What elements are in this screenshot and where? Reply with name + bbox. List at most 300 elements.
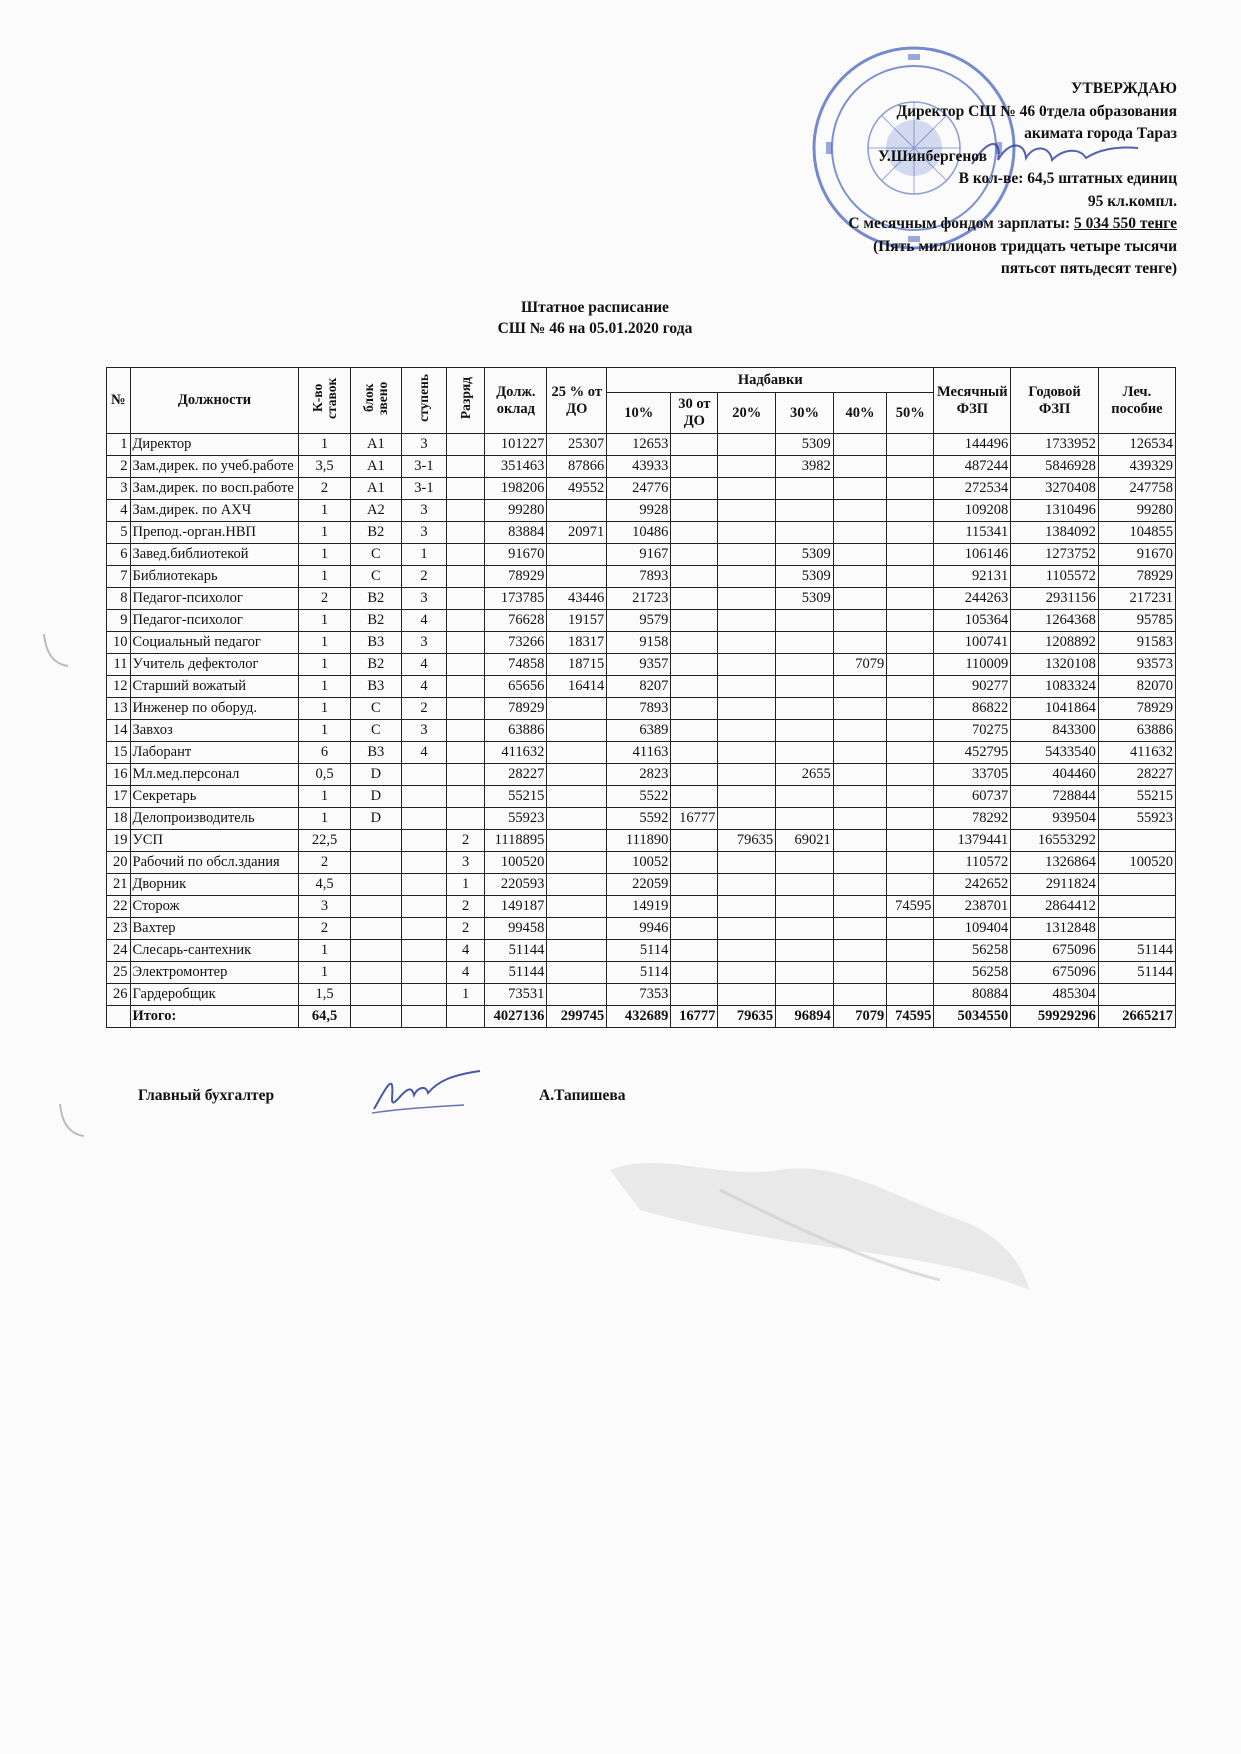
cell-a50 <box>887 852 934 874</box>
cell-step <box>402 852 447 874</box>
cell-block <box>350 984 401 1006</box>
cell-a30 <box>776 478 834 500</box>
cell-step <box>402 808 447 830</box>
cell-salary: 51144 <box>485 940 547 962</box>
cell-a20 <box>718 874 776 896</box>
cell-a30 <box>776 522 834 544</box>
cell-monthly: 80884 <box>934 984 1011 1006</box>
approval-heading: УТВЕРЖДАЮ <box>1071 80 1177 97</box>
cell-num: 15 <box>107 742 131 764</box>
cell-annual: 5433540 <box>1011 742 1099 764</box>
cell-a40 <box>833 456 886 478</box>
cell-step: 3 <box>402 500 447 522</box>
cell-a40 <box>833 786 886 808</box>
cell-grade <box>446 632 484 654</box>
cell-monthly: 105364 <box>934 610 1011 632</box>
table-row <box>107 808 1176 830</box>
cell-a30 <box>776 742 834 764</box>
cell-rates: 2 <box>299 588 350 610</box>
cell-a30 <box>776 610 834 632</box>
cell-rates: 1 <box>299 500 350 522</box>
cell-a40 <box>833 676 886 698</box>
cell-medical: 78929 <box>1098 566 1175 588</box>
cell-a10: 21723 <box>607 588 671 610</box>
cell-medical: 63886 <box>1098 720 1175 742</box>
cell-salary: 4027136 <box>485 1006 547 1028</box>
cell-annual: 1208892 <box>1011 632 1099 654</box>
cell-a30do <box>671 434 718 456</box>
cell-a50 <box>887 500 934 522</box>
table-row <box>107 588 1176 610</box>
cell-monthly: 115341 <box>934 522 1011 544</box>
cell-step: 3 <box>402 720 447 742</box>
cell-salary: 99280 <box>485 500 547 522</box>
table-row <box>107 918 1176 940</box>
cell-step: 4 <box>402 610 447 632</box>
header-salary: Долж. оклад <box>485 368 547 434</box>
cell-a50 <box>887 654 934 676</box>
cell-num: 25 <box>107 962 131 984</box>
cell-rates: 0,5 <box>299 764 350 786</box>
cell-rates: 1 <box>299 522 350 544</box>
cell-step: 4 <box>402 742 447 764</box>
cell-a30: 96894 <box>776 1006 834 1028</box>
cell-medical: 51144 <box>1098 962 1175 984</box>
header-pct25: 25 % от ДО <box>547 368 607 434</box>
cell-medical: 104855 <box>1098 522 1175 544</box>
cell-a40 <box>833 588 886 610</box>
cell-a40 <box>833 632 886 654</box>
cell-annual: 1041864 <box>1011 698 1099 720</box>
cell-medical: 247758 <box>1098 478 1175 500</box>
header-annual: Годовой ФЗП <box>1011 368 1099 434</box>
cell-a40: 7079 <box>833 654 886 676</box>
cell-a20 <box>718 588 776 610</box>
cell-position: Лаборант <box>130 742 299 764</box>
cell-annual: 1310496 <box>1011 500 1099 522</box>
cell-medical: 439329 <box>1098 456 1175 478</box>
cell-rates: 6 <box>299 742 350 764</box>
cell-rates: 1 <box>299 698 350 720</box>
cell-pct25: 43446 <box>547 588 607 610</box>
cell-rates: 1 <box>299 786 350 808</box>
cell-pct25 <box>547 962 607 984</box>
table-row <box>107 478 1176 500</box>
cell-block <box>350 830 401 852</box>
cell-pct25 <box>547 896 607 918</box>
cell-medical: 78929 <box>1098 698 1175 720</box>
approval-director: Директор СШ № 46 0тдела образования <box>896 102 1177 120</box>
cell-a50 <box>887 566 934 588</box>
cell-a30do <box>671 940 718 962</box>
cell-a30do <box>671 676 718 698</box>
cell-medical <box>1098 984 1175 1006</box>
header-grade <box>446 368 484 434</box>
cell-a30do <box>671 742 718 764</box>
cell-monthly: 60737 <box>934 786 1011 808</box>
cell-monthly: 109208 <box>934 500 1011 522</box>
cell-step <box>402 764 447 786</box>
cell-a30do <box>671 478 718 500</box>
cell-a20: 79635 <box>718 1006 776 1028</box>
cell-rates: 3,5 <box>299 456 350 478</box>
cell-annual: 2931156 <box>1011 588 1099 610</box>
header-step-text: ступень <box>415 374 431 422</box>
cell-a40 <box>833 434 886 456</box>
header-num: № <box>107 368 131 434</box>
cell-a20 <box>718 940 776 962</box>
cell-a10: 43933 <box>607 456 671 478</box>
header-grade-text: Разряд <box>457 376 473 420</box>
table-total-row <box>107 1006 1176 1028</box>
cell-grade: 4 <box>446 940 484 962</box>
cell-position: УСП <box>130 830 299 852</box>
cell-salary: 76628 <box>485 610 547 632</box>
cell-a50 <box>887 698 934 720</box>
cell-num: 24 <box>107 940 131 962</box>
cell-a30do <box>671 544 718 566</box>
cell-salary: 78929 <box>485 566 547 588</box>
cell-grade <box>446 742 484 764</box>
cell-a50 <box>887 742 934 764</box>
cell-block <box>350 940 401 962</box>
cell-a30 <box>776 786 834 808</box>
cell-grade <box>446 522 484 544</box>
cell-rates: 4,5 <box>299 874 350 896</box>
cell-step: 2 <box>402 698 447 720</box>
cell-a10: 9579 <box>607 610 671 632</box>
cell-grade <box>446 566 484 588</box>
cell-a30do <box>671 566 718 588</box>
cell-salary: 55923 <box>485 808 547 830</box>
table-row <box>107 566 1176 588</box>
cell-position: Сторож <box>130 896 299 918</box>
table-row <box>107 456 1176 478</box>
cell-step <box>402 874 447 896</box>
cell-medical: 82070 <box>1098 676 1175 698</box>
cell-a10: 9167 <box>607 544 671 566</box>
cell-medical: 51144 <box>1098 940 1175 962</box>
cell-a30 <box>776 896 834 918</box>
header-rates-text: К-во ставок <box>309 377 339 419</box>
cell-rates: 2 <box>299 852 350 874</box>
header-monthly: Месячный ФЗП <box>934 368 1011 434</box>
cell-monthly: 242652 <box>934 874 1011 896</box>
cell-block: С <box>350 720 401 742</box>
cell-rates: 1 <box>299 434 350 456</box>
cell-grade: 2 <box>446 830 484 852</box>
cell-num: 11 <box>107 654 131 676</box>
cell-a20 <box>718 808 776 830</box>
cell-num: 5 <box>107 522 131 544</box>
cell-a30: 5309 <box>776 566 834 588</box>
cell-a10: 432689 <box>607 1006 671 1028</box>
scan-smudge <box>600 1110 1040 1300</box>
cell-a10: 2823 <box>607 764 671 786</box>
cell-a30do <box>671 918 718 940</box>
table-row <box>107 522 1176 544</box>
title-line-1: Штатное расписание <box>521 299 669 316</box>
cell-a10: 5592 <box>607 808 671 830</box>
cell-a30do <box>671 456 718 478</box>
cell-monthly: 272534 <box>934 478 1011 500</box>
cell-salary: 63886 <box>485 720 547 742</box>
cell-pct25 <box>547 830 607 852</box>
cell-a20 <box>718 720 776 742</box>
approval-block <box>657 78 1177 281</box>
cell-medical <box>1098 830 1175 852</box>
cell-a10: 7893 <box>607 566 671 588</box>
cell-salary: 73266 <box>485 632 547 654</box>
cell-a30do <box>671 522 718 544</box>
cell-num: 10 <box>107 632 131 654</box>
document-title <box>0 297 1190 339</box>
cell-step <box>402 918 447 940</box>
cell-position: Учитель дефектолог <box>130 654 299 676</box>
cell-block <box>350 1006 401 1028</box>
staffing-table <box>106 367 1176 1028</box>
cell-a30do <box>671 896 718 918</box>
cell-pct25: 87866 <box>547 456 607 478</box>
cell-a50 <box>887 962 934 984</box>
cell-a30do <box>671 764 718 786</box>
table-row <box>107 896 1176 918</box>
cell-a20 <box>718 544 776 566</box>
cell-a30: 5309 <box>776 434 834 456</box>
cell-a10: 24776 <box>607 478 671 500</box>
fund-prefix: С месячным фондом зарплаты: <box>848 215 1074 232</box>
cell-a50 <box>887 984 934 1006</box>
cell-annual: 1083324 <box>1011 676 1099 698</box>
cell-a50 <box>887 544 934 566</box>
table-row <box>107 962 1176 984</box>
cell-a20 <box>718 852 776 874</box>
cell-a30 <box>776 874 834 896</box>
cell-salary: 351463 <box>485 456 547 478</box>
cell-medical: 55923 <box>1098 808 1175 830</box>
table-row <box>107 830 1176 852</box>
cell-position: Препод.-орган.НВП <box>130 522 299 544</box>
cell-pct25: 299745 <box>547 1006 607 1028</box>
cell-a10: 9357 <box>607 654 671 676</box>
cell-position: Библиотекарь <box>130 566 299 588</box>
cell-position: Вахтер <box>130 918 299 940</box>
cell-salary: 149187 <box>485 896 547 918</box>
cell-position: Гардеробщик <box>130 984 299 1006</box>
approval-classes: 95 кл.компл. <box>1087 192 1177 210</box>
cell-a30 <box>776 808 834 830</box>
cell-a20 <box>718 522 776 544</box>
cell-monthly: 56258 <box>934 940 1011 962</box>
cell-annual: 1320108 <box>1011 654 1099 676</box>
cell-a40 <box>833 874 886 896</box>
cell-monthly: 1379441 <box>934 830 1011 852</box>
cell-annual: 1384092 <box>1011 522 1099 544</box>
header-a20: 20% <box>718 393 776 434</box>
cell-salary: 411632 <box>485 742 547 764</box>
cell-a40 <box>833 940 886 962</box>
cell-a20 <box>718 478 776 500</box>
cell-step: 3 <box>402 522 447 544</box>
header-a10: 10% <box>607 393 671 434</box>
cell-salary: 99458 <box>485 918 547 940</box>
cell-grade <box>446 720 484 742</box>
cell-a20 <box>718 632 776 654</box>
cell-rates: 3 <box>299 896 350 918</box>
table-row <box>107 698 1176 720</box>
cell-salary: 91670 <box>485 544 547 566</box>
approval-fund <box>657 213 1177 236</box>
cell-a30do <box>671 654 718 676</box>
cell-pct25: 18317 <box>547 632 607 654</box>
cell-a10: 7893 <box>607 698 671 720</box>
cell-position: Дворник <box>130 874 299 896</box>
cell-a50 <box>887 478 934 500</box>
cell-pct25: 49552 <box>547 478 607 500</box>
cell-annual: 59929296 <box>1011 1006 1099 1028</box>
cell-rates: 1 <box>299 654 350 676</box>
cell-a10: 9158 <box>607 632 671 654</box>
cell-a10: 9928 <box>607 500 671 522</box>
cell-a30: 2655 <box>776 764 834 786</box>
cell-position: Рабочий по обсл.здания <box>130 852 299 874</box>
cell-monthly: 33705 <box>934 764 1011 786</box>
approval-fund-words-1: (Пять миллионов тридцать четыре тысячи <box>873 237 1177 255</box>
cell-a30do <box>671 610 718 632</box>
cell-a20 <box>718 500 776 522</box>
cell-a20 <box>718 610 776 632</box>
approval-akimat: акимата города Тараз <box>1024 125 1177 142</box>
cell-salary: 51144 <box>485 962 547 984</box>
cell-a10: 5114 <box>607 962 671 984</box>
cell-salary: 173785 <box>485 588 547 610</box>
table-row <box>107 852 1176 874</box>
cell-pct25 <box>547 984 607 1006</box>
cell-a10: 10052 <box>607 852 671 874</box>
cell-block <box>350 962 401 984</box>
cell-a50 <box>887 434 934 456</box>
cell-pct25 <box>547 786 607 808</box>
cell-a50 <box>887 456 934 478</box>
cell-grade <box>446 500 484 522</box>
cell-a20: 79635 <box>718 830 776 852</box>
cell-grade <box>446 698 484 720</box>
cell-a30do <box>671 500 718 522</box>
cell-rates: 1 <box>299 610 350 632</box>
cell-a30 <box>776 984 834 1006</box>
cell-num: 6 <box>107 544 131 566</box>
cell-medical: 411632 <box>1098 742 1175 764</box>
cell-a20 <box>718 742 776 764</box>
cell-medical <box>1098 896 1175 918</box>
cell-rates: 1 <box>299 808 350 830</box>
table-row <box>107 500 1176 522</box>
cell-block <box>350 896 401 918</box>
cell-position: Завхоз <box>130 720 299 742</box>
header-a30: 30% <box>776 393 834 434</box>
cell-pct25 <box>547 808 607 830</box>
cell-annual: 2911824 <box>1011 874 1099 896</box>
header-a30do: 30 от ДО <box>671 393 718 434</box>
cell-annual: 16553292 <box>1011 830 1099 852</box>
header-medical: Леч. пособие <box>1098 368 1175 434</box>
cell-grade: 3 <box>446 852 484 874</box>
table-row <box>107 676 1176 698</box>
cell-pct25: 19157 <box>547 610 607 632</box>
cell-annual: 404460 <box>1011 764 1099 786</box>
cell-a40 <box>833 984 886 1006</box>
cell-annual: 485304 <box>1011 984 1099 1006</box>
cell-pct25 <box>547 940 607 962</box>
cell-rates: 64,5 <box>299 1006 350 1028</box>
cell-grade <box>446 654 484 676</box>
staff-count-prefix: В кол-ве: <box>958 170 1024 187</box>
cell-a30 <box>776 500 834 522</box>
cell-rates: 1 <box>299 720 350 742</box>
cell-medical: 217231 <box>1098 588 1175 610</box>
cell-pct25 <box>547 874 607 896</box>
cell-annual: 675096 <box>1011 940 1099 962</box>
cell-a10: 41163 <box>607 742 671 764</box>
cell-block: А1 <box>350 478 401 500</box>
header-block <box>350 368 401 434</box>
cell-a10: 14919 <box>607 896 671 918</box>
cell-salary: 83884 <box>485 522 547 544</box>
cell-grade <box>446 588 484 610</box>
cell-block: С <box>350 544 401 566</box>
cell-a50 <box>887 940 934 962</box>
cell-annual: 1733952 <box>1011 434 1099 456</box>
cell-annual: 1105572 <box>1011 566 1099 588</box>
cell-grade: 4 <box>446 962 484 984</box>
cell-annual: 1264368 <box>1011 610 1099 632</box>
cell-a30 <box>776 940 834 962</box>
cell-a50 <box>887 786 934 808</box>
cell-rates: 1 <box>299 632 350 654</box>
cell-medical: 95785 <box>1098 610 1175 632</box>
chief-accountant-signature <box>368 1065 488 1117</box>
cell-a30: 69021 <box>776 830 834 852</box>
cell-block: В3 <box>350 742 401 764</box>
cell-salary: 1118895 <box>485 830 547 852</box>
cell-a30do <box>671 962 718 984</box>
cell-block: С <box>350 566 401 588</box>
cell-rates: 2 <box>299 918 350 940</box>
cell-block: D <box>350 808 401 830</box>
cell-monthly: 100741 <box>934 632 1011 654</box>
cell-position: Директор <box>130 434 299 456</box>
cell-monthly: 144496 <box>934 434 1011 456</box>
cell-salary: 74858 <box>485 654 547 676</box>
cell-a10: 5114 <box>607 940 671 962</box>
cell-step <box>402 896 447 918</box>
cell-step: 3 <box>402 434 447 456</box>
cell-a20 <box>718 434 776 456</box>
cell-step: 1 <box>402 544 447 566</box>
cell-annual: 3270408 <box>1011 478 1099 500</box>
cell-a50 <box>887 764 934 786</box>
fund-value: 5 034 550 тенге <box>1073 215 1177 232</box>
cell-pct25 <box>547 852 607 874</box>
cell-grade: 1 <box>446 984 484 1006</box>
cell-block: В3 <box>350 676 401 698</box>
cell-monthly: 86822 <box>934 698 1011 720</box>
cell-pct25: 18715 <box>547 654 607 676</box>
cell-pct25: 16414 <box>547 676 607 698</box>
cell-monthly: 244263 <box>934 588 1011 610</box>
cell-a30do <box>671 588 718 610</box>
cell-a30do <box>671 984 718 1006</box>
